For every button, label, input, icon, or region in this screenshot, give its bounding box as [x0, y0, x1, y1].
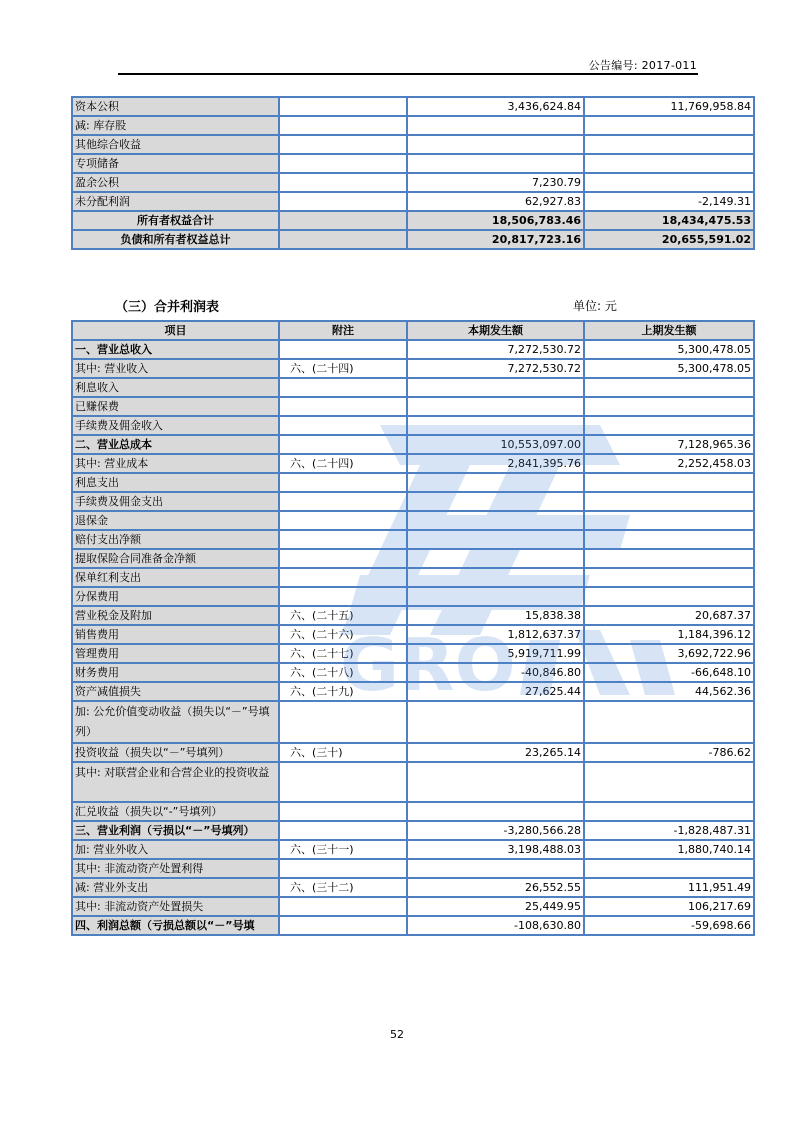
item-note — [279, 340, 407, 359]
page-number: 52 — [390, 1028, 404, 1041]
previous-amount: 3,692,722.96 — [584, 644, 754, 663]
item-note: 六、(二十四) — [279, 454, 407, 473]
current-amount — [407, 587, 584, 606]
current-amount: 10,553,097.00 — [407, 435, 584, 454]
table-row — [72, 378, 754, 397]
current-amount: 7,230.79 — [407, 173, 584, 192]
previous-amount: 1,880,740.14 — [584, 840, 754, 859]
item-name: 利息收入 — [72, 378, 279, 397]
current-amount: -40,846.80 — [407, 663, 584, 682]
item-note: 六、(二十九) — [279, 682, 407, 701]
item-note — [279, 97, 407, 116]
previous-amount: -2,149.31 — [584, 192, 754, 211]
previous-amount — [584, 530, 754, 549]
previous-amount: -66,648.10 — [584, 663, 754, 682]
previous-amount — [584, 802, 754, 821]
item-note — [279, 821, 407, 840]
table-row — [72, 762, 754, 802]
item-note: 六、(三十二) — [279, 878, 407, 897]
item-name: 汇兑收益（损失以“-”号填列） — [72, 802, 279, 821]
item-name: 资产减值损失 — [72, 682, 279, 701]
section-title: （三）合并利润表 — [115, 300, 220, 315]
current-amount: 18,506,783.46 — [407, 211, 584, 230]
previous-amount: 5,300,478.05 — [584, 340, 754, 359]
current-amount: 15,838.38 — [407, 606, 584, 625]
previous-amount: 111,951.49 — [584, 878, 754, 897]
item-note — [279, 230, 407, 249]
item-note — [279, 549, 407, 568]
current-amount: -108,630.80 — [407, 916, 584, 935]
item-name: 所有者权益合计 — [72, 211, 279, 230]
item-note — [279, 802, 407, 821]
previous-amount — [584, 549, 754, 568]
current-amount: 3,436,624.84 — [407, 97, 584, 116]
item-name: 其中: 营业收入 — [72, 359, 279, 378]
table-row — [72, 916, 754, 935]
equity-table — [71, 96, 755, 250]
item-name: 加: 公允价值变动收益（损失以“－”号填列） — [72, 701, 279, 743]
table-row — [72, 840, 754, 859]
item-note — [279, 378, 407, 397]
item-note — [279, 416, 407, 435]
item-name: 销售费用 — [72, 625, 279, 644]
previous-amount — [584, 154, 754, 173]
previous-amount — [584, 173, 754, 192]
table-row-total — [72, 211, 754, 230]
item-note: 六、(二十八) — [279, 663, 407, 682]
previous-amount — [584, 701, 754, 743]
item-note — [279, 135, 407, 154]
item-name: 二、营业总成本 — [72, 435, 279, 454]
item-name: 其中: 非流动资产处置利得 — [72, 859, 279, 878]
table-row — [72, 663, 754, 682]
previous-amount — [584, 859, 754, 878]
previous-amount — [584, 473, 754, 492]
current-amount — [407, 701, 584, 743]
item-note — [279, 530, 407, 549]
table-row — [72, 821, 754, 840]
item-name: 保单红利支出 — [72, 568, 279, 587]
unit-label: 单位: 元 — [573, 299, 617, 313]
header-current: 本期发生额 — [407, 321, 584, 340]
previous-amount — [584, 492, 754, 511]
table-row — [72, 397, 754, 416]
previous-amount: 18,434,475.53 — [584, 211, 754, 230]
item-note: 六、(二十六) — [279, 625, 407, 644]
income-statement-table — [71, 320, 755, 936]
previous-amount — [584, 116, 754, 135]
previous-amount — [584, 416, 754, 435]
current-amount — [407, 135, 584, 154]
table-row — [72, 135, 754, 154]
table-header-row — [72, 321, 754, 340]
table-row — [72, 682, 754, 701]
table-row — [72, 568, 754, 587]
current-amount: 62,927.83 — [407, 192, 584, 211]
item-name: 四、利润总额（亏损总额以“－”号填 — [72, 916, 279, 935]
table-row — [72, 492, 754, 511]
table-row — [72, 154, 754, 173]
current-amount: 7,272,530.72 — [407, 359, 584, 378]
table-row — [72, 454, 754, 473]
table-row — [72, 587, 754, 606]
item-name: 退保金 — [72, 511, 279, 530]
item-name: 手续费及佣金收入 — [72, 416, 279, 435]
item-note: 六、(三十) — [279, 743, 407, 762]
item-name: 减: 营业外支出 — [72, 878, 279, 897]
item-note — [279, 192, 407, 211]
table-row — [72, 878, 754, 897]
current-amount — [407, 859, 584, 878]
item-note — [279, 397, 407, 416]
current-amount: 25,449.95 — [407, 897, 584, 916]
previous-amount — [584, 587, 754, 606]
table-row — [72, 897, 754, 916]
previous-amount: 2,252,458.03 — [584, 454, 754, 473]
item-note — [279, 211, 407, 230]
item-name: 专项储备 — [72, 154, 279, 173]
item-name: 一、营业总收入 — [72, 340, 279, 359]
table-row — [72, 511, 754, 530]
item-name: 分保费用 — [72, 587, 279, 606]
item-name: 财务费用 — [72, 663, 279, 682]
current-amount — [407, 416, 584, 435]
current-amount — [407, 473, 584, 492]
item-name: 赔付支出净额 — [72, 530, 279, 549]
previous-amount — [584, 378, 754, 397]
table-row — [72, 473, 754, 492]
current-amount — [407, 568, 584, 587]
item-note — [279, 173, 407, 192]
table-row-total — [72, 230, 754, 249]
table-row — [72, 644, 754, 663]
item-name: 已赚保费 — [72, 397, 279, 416]
previous-amount: 20,655,591.02 — [584, 230, 754, 249]
previous-amount — [584, 397, 754, 416]
current-amount — [407, 762, 584, 802]
item-note: 六、(二十七) — [279, 644, 407, 663]
previous-amount: -1,828,487.31 — [584, 821, 754, 840]
previous-amount: 5,300,478.05 — [584, 359, 754, 378]
item-note: 六、(二十四) — [279, 359, 407, 378]
item-note: 六、(二十五) — [279, 606, 407, 625]
previous-amount — [584, 135, 754, 154]
current-amount — [407, 511, 584, 530]
item-note — [279, 762, 407, 802]
table-row — [72, 530, 754, 549]
table-row — [72, 340, 754, 359]
current-amount: 26,552.55 — [407, 878, 584, 897]
item-note — [279, 473, 407, 492]
item-note — [279, 916, 407, 935]
item-name: 投资收益（损失以“－”号填列） — [72, 743, 279, 762]
item-name: 加: 营业外收入 — [72, 840, 279, 859]
current-amount: 2,841,395.76 — [407, 454, 584, 473]
current-amount — [407, 397, 584, 416]
watermark-text: GRO — [340, 623, 516, 707]
table-row — [72, 435, 754, 454]
table-row — [72, 625, 754, 644]
previous-amount: 11,769,958.84 — [584, 97, 754, 116]
current-amount: 20,817,723.16 — [407, 230, 584, 249]
current-amount: 3,198,488.03 — [407, 840, 584, 859]
table-row — [72, 701, 754, 743]
current-amount — [407, 154, 584, 173]
current-amount: 27,625.44 — [407, 682, 584, 701]
item-note — [279, 511, 407, 530]
previous-amount: 1,184,396.12 — [584, 625, 754, 644]
table-row — [72, 743, 754, 762]
current-amount: 7,272,530.72 — [407, 340, 584, 359]
current-amount — [407, 116, 584, 135]
item-name: 资本公积 — [72, 97, 279, 116]
item-name: 利息支出 — [72, 473, 279, 492]
previous-amount — [584, 511, 754, 530]
previous-amount: 44,562.36 — [584, 682, 754, 701]
item-name: 提取保险合同准备金净额 — [72, 549, 279, 568]
header-item: 项目 — [72, 321, 279, 340]
item-note — [279, 154, 407, 173]
previous-amount — [584, 762, 754, 802]
current-amount: 1,812,637.37 — [407, 625, 584, 644]
table-row — [72, 116, 754, 135]
table-row — [72, 192, 754, 211]
current-amount — [407, 530, 584, 549]
item-name: 其中: 非流动资产处置损失 — [72, 897, 279, 916]
item-note — [279, 568, 407, 587]
item-note: 六、(三十一) — [279, 840, 407, 859]
item-name: 负债和所有者权益总计 — [72, 230, 279, 249]
current-amount: -3,280,566.28 — [407, 821, 584, 840]
current-amount — [407, 492, 584, 511]
item-name: 手续费及佣金支出 — [72, 492, 279, 511]
header-previous: 上期发生额 — [584, 321, 754, 340]
table-row — [72, 416, 754, 435]
table-row — [72, 802, 754, 821]
table-row — [72, 173, 754, 192]
item-note — [279, 859, 407, 878]
item-note — [279, 701, 407, 743]
current-amount — [407, 378, 584, 397]
previous-amount — [584, 568, 754, 587]
header-rule — [118, 73, 698, 75]
item-note — [279, 492, 407, 511]
item-note — [279, 435, 407, 454]
previous-amount: -59,698.66 — [584, 916, 754, 935]
current-amount: 23,265.14 — [407, 743, 584, 762]
item-name: 营业税金及附加 — [72, 606, 279, 625]
table-row — [72, 549, 754, 568]
item-name: 减: 库存股 — [72, 116, 279, 135]
table-row — [72, 606, 754, 625]
table-row — [72, 359, 754, 378]
item-note — [279, 587, 407, 606]
item-name: 未分配利润 — [72, 192, 279, 211]
table-row — [72, 859, 754, 878]
header-note: 附注 — [279, 321, 407, 340]
item-name: 其中: 对联营企业和合营企业的投资收益 — [72, 762, 279, 802]
table-row — [72, 97, 754, 116]
previous-amount: 20,687.37 — [584, 606, 754, 625]
item-name: 其中: 营业成本 — [72, 454, 279, 473]
item-name: 三、营业利润（亏损以“－”号填列） — [72, 821, 279, 840]
previous-amount: 106,217.69 — [584, 897, 754, 916]
item-name: 管理费用 — [72, 644, 279, 663]
current-amount — [407, 802, 584, 821]
previous-amount: 7,128,965.36 — [584, 435, 754, 454]
item-name: 盈余公积 — [72, 173, 279, 192]
item-note — [279, 116, 407, 135]
announcement-code: 公告编号: 2017-011 — [588, 59, 697, 72]
item-note — [279, 897, 407, 916]
current-amount — [407, 549, 584, 568]
item-name: 其他综合收益 — [72, 135, 279, 154]
current-amount: 5,919,711.99 — [407, 644, 584, 663]
previous-amount: -786.62 — [584, 743, 754, 762]
